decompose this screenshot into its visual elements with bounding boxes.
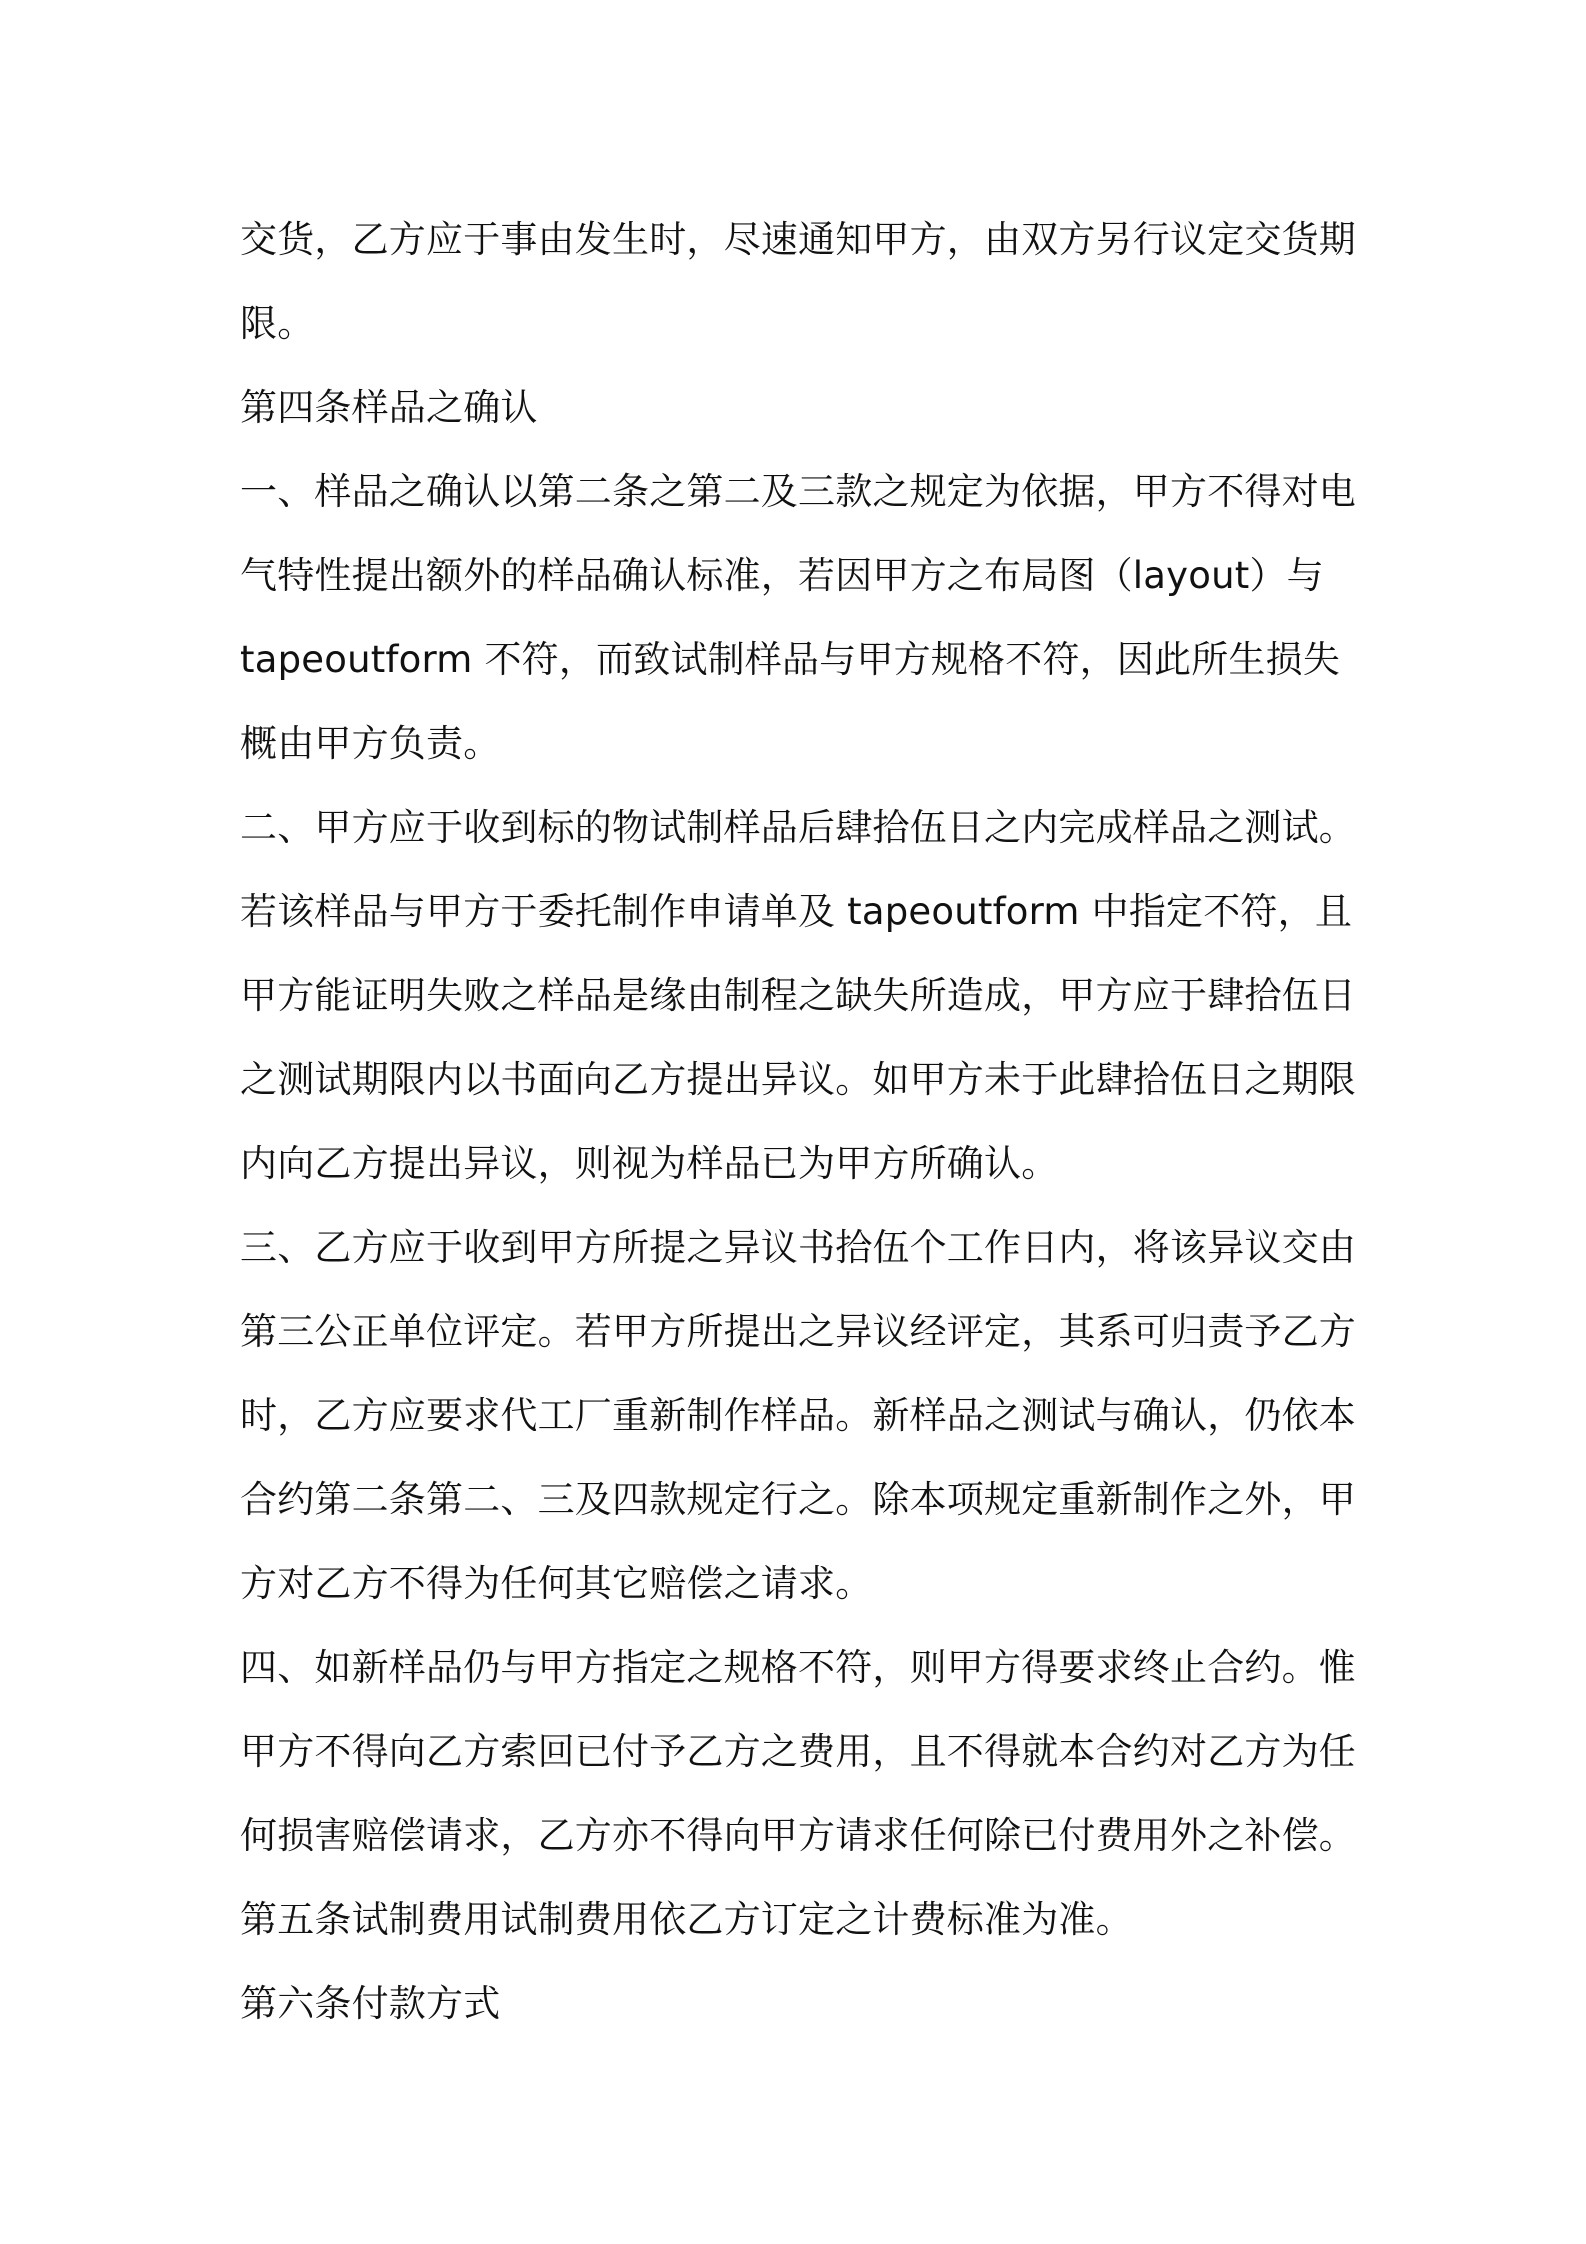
text-line: 限。 <box>240 302 315 345</box>
text-line: 概由甲方负责。 <box>240 722 501 765</box>
text-line: 甲方不得向乙方索回已付予乙方之费用，且不得就本合约对乙方为任 <box>240 1730 1356 1773</box>
text-line: 若该样品与甲方于委托制作申请单及 tapeoutform 中指定不符，且 <box>240 890 1353 933</box>
text-line: 二、甲方应于收到标的物试制样品后肆拾伍日之内完成样品之测试。 <box>240 806 1356 849</box>
text-line: 三、乙方应于收到甲方所提之异议书拾伍个工作日内，将该异议交由 <box>240 1226 1356 1269</box>
text-line: 之测试期限内以书面向乙方提出异议。如甲方未于此肆拾伍日之期限 <box>240 1058 1356 1101</box>
text-line: 合约第二条第二、三及四款规定行之。除本项规定重新制作之外，甲 <box>240 1478 1356 1521</box>
text-line: 时，乙方应要求代工厂重新制作样品。新样品之测试与确认，仍依本 <box>240 1394 1356 1437</box>
text-line: 内向乙方提出异议，则视为样品已为甲方所确认。 <box>240 1142 1059 1185</box>
text-line: tapeoutform 不符，而致试制样品与甲方规格不符，因此所生损失 <box>240 638 1341 681</box>
text-line: 交货，乙方应于事由发生时，尽速通知甲方，由双方另行议定交货期 <box>240 218 1356 261</box>
section-heading: 第四条样品之确认 <box>240 386 538 429</box>
section-heading: 第六条付款方式 <box>240 1982 501 2025</box>
text-line: 第三公正单位评定。若甲方所提出之异议经评定，其系可归责予乙方 <box>240 1310 1356 1353</box>
text-line: 方对乙方不得为任何其它赔偿之请求。 <box>240 1562 873 1605</box>
text-line: 一、样品之确认以第二条之第二及三款之规定为依据，甲方不得对电 <box>240 470 1356 513</box>
document-body <box>240 198 1360 2046</box>
text-line: 甲方能证明失败之样品是缘由制程之缺失所造成，甲方应于肆拾伍日 <box>240 974 1356 1017</box>
section-heading: 第五条试制费用试制费用依乙方订定之计费标准为准。 <box>240 1898 1133 1941</box>
text-line: 何损害赔偿请求，乙方亦不得向甲方请求任何除已付费用外之补偿。 <box>240 1814 1356 1857</box>
text-line: 四、如新样品仍与甲方指定之规格不符，则甲方得要求终止合约。惟 <box>240 1646 1356 1689</box>
text-line: 气特性提出额外的样品确认标准，若因甲方之布局图（layout）与 <box>240 554 1324 597</box>
